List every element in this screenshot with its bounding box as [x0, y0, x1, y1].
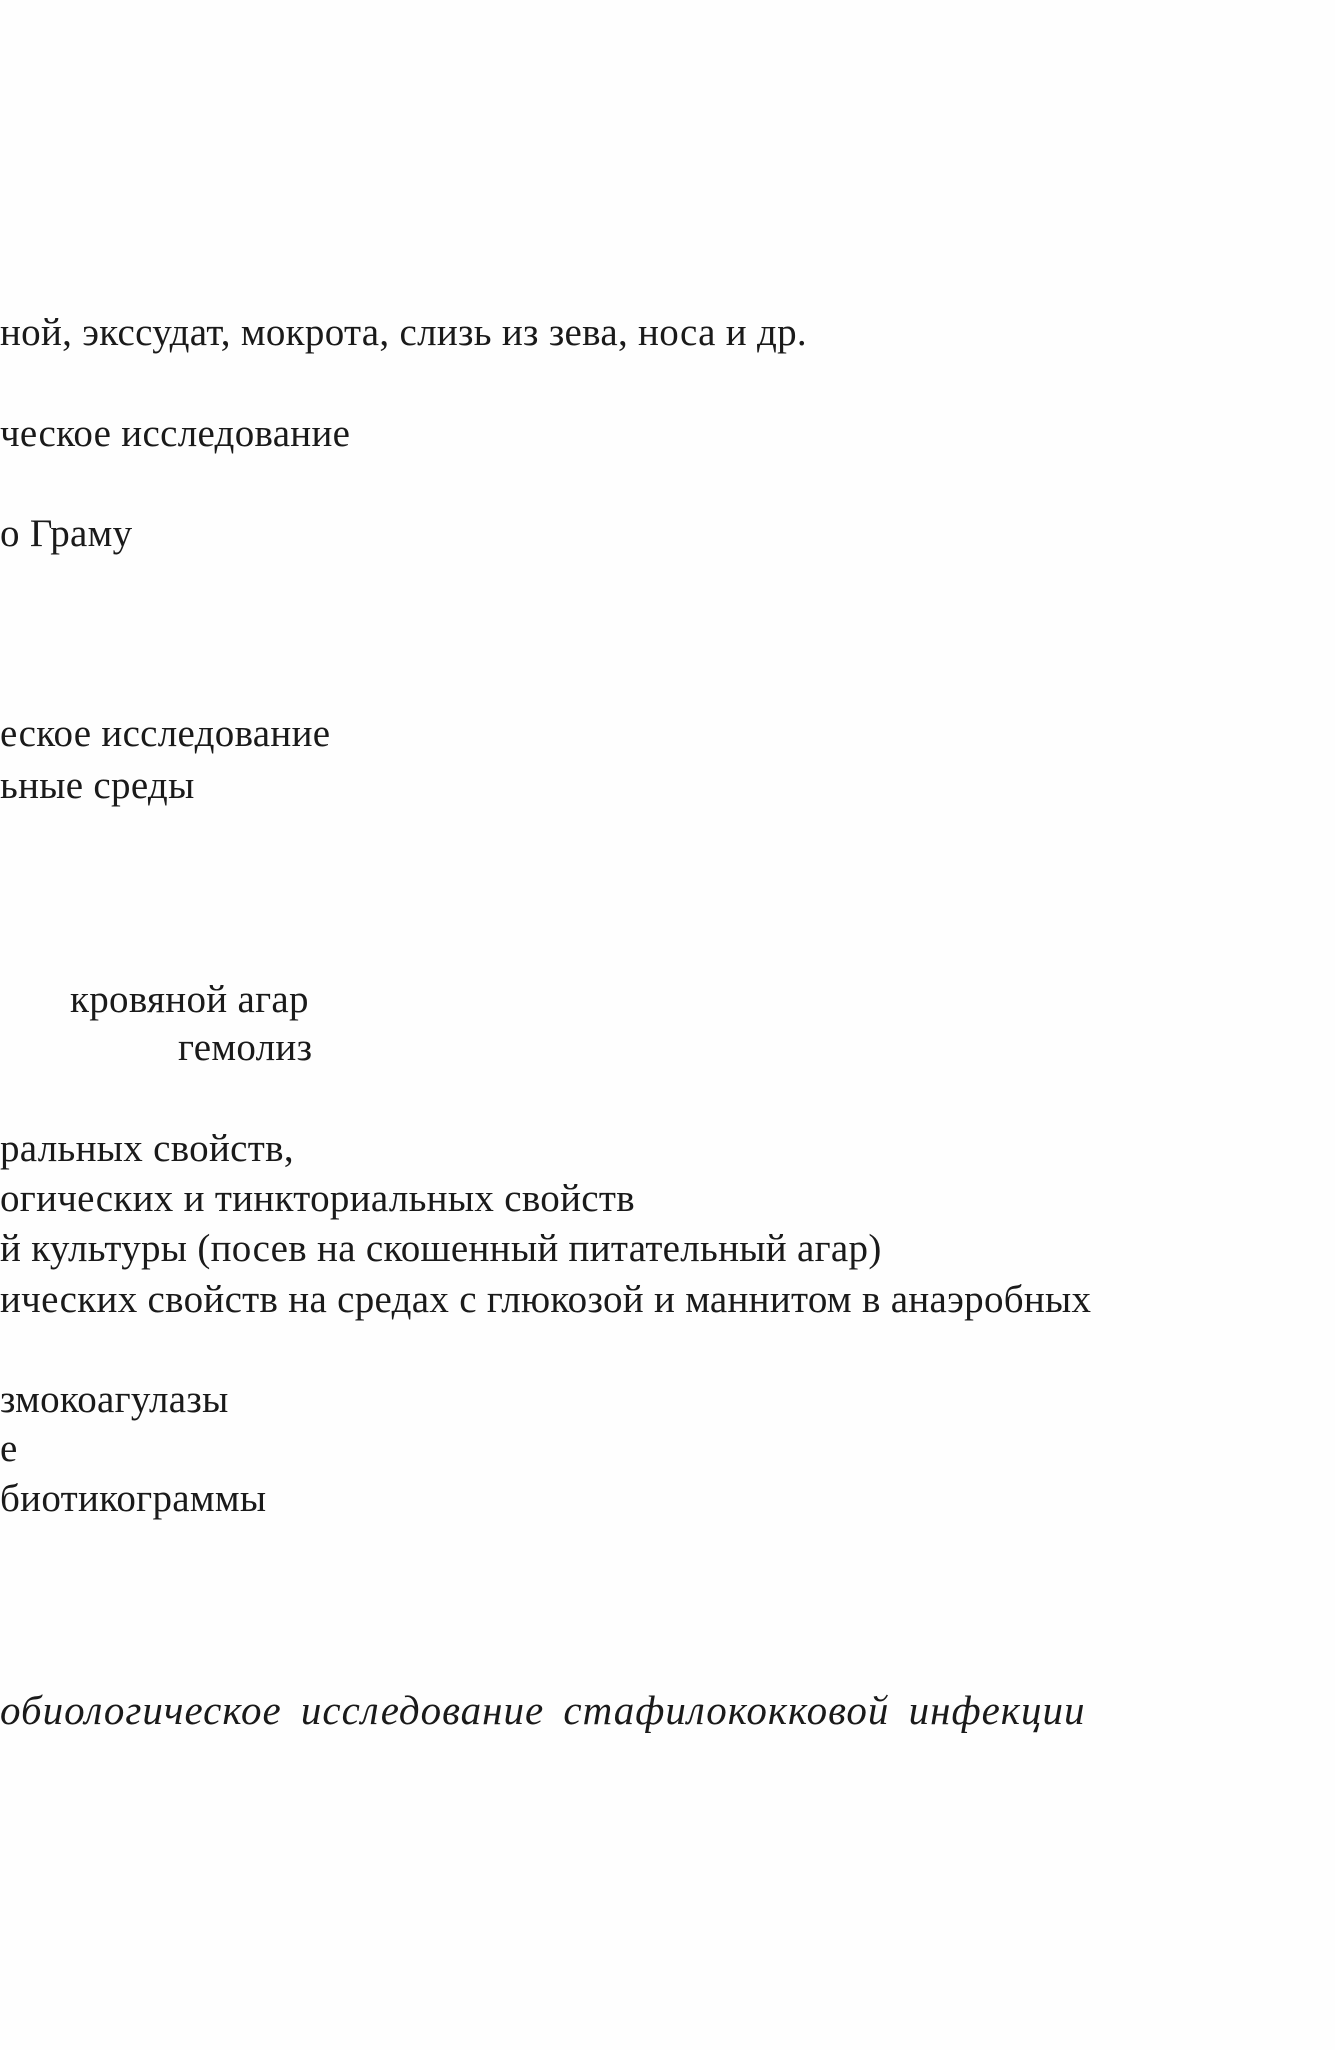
- text-line-gram-stain: о Граму: [0, 512, 133, 555]
- text-line-blood-agar: кровяной агар: [70, 978, 309, 1021]
- figure-caption: обиологическое исследование стафилококковой инфекции: [0, 1687, 1086, 1733]
- text-line-antibiotic-test: биотикограммы: [0, 1477, 267, 1520]
- text-line-fragment: е: [0, 1427, 18, 1470]
- text-line-media: ьные среды: [0, 764, 195, 807]
- text-line-materials: ной, экссудат, мокрота, слизь из зева, носа и др.: [0, 311, 807, 354]
- text-line-bacteriological-study: еское исследование: [0, 712, 331, 755]
- text-line-microscopic-study: ческое исследование: [0, 412, 351, 455]
- text-line-hemolysis: гемолиз: [178, 1026, 313, 1069]
- text-line-plasmocoagulase: змокоагулазы: [0, 1378, 229, 1421]
- text-line-pure-culture: й культуры (посев на скошенный питательный агар): [0, 1227, 882, 1270]
- text-line-morphological-properties: огических и тинкториальных свойств: [0, 1177, 635, 1220]
- text-line-biochemical-properties: ических свойств на средах с глюкозой и маннитом в анаэробных: [0, 1278, 1092, 1321]
- text-line-cultural-properties: ральных свойств,: [0, 1127, 294, 1170]
